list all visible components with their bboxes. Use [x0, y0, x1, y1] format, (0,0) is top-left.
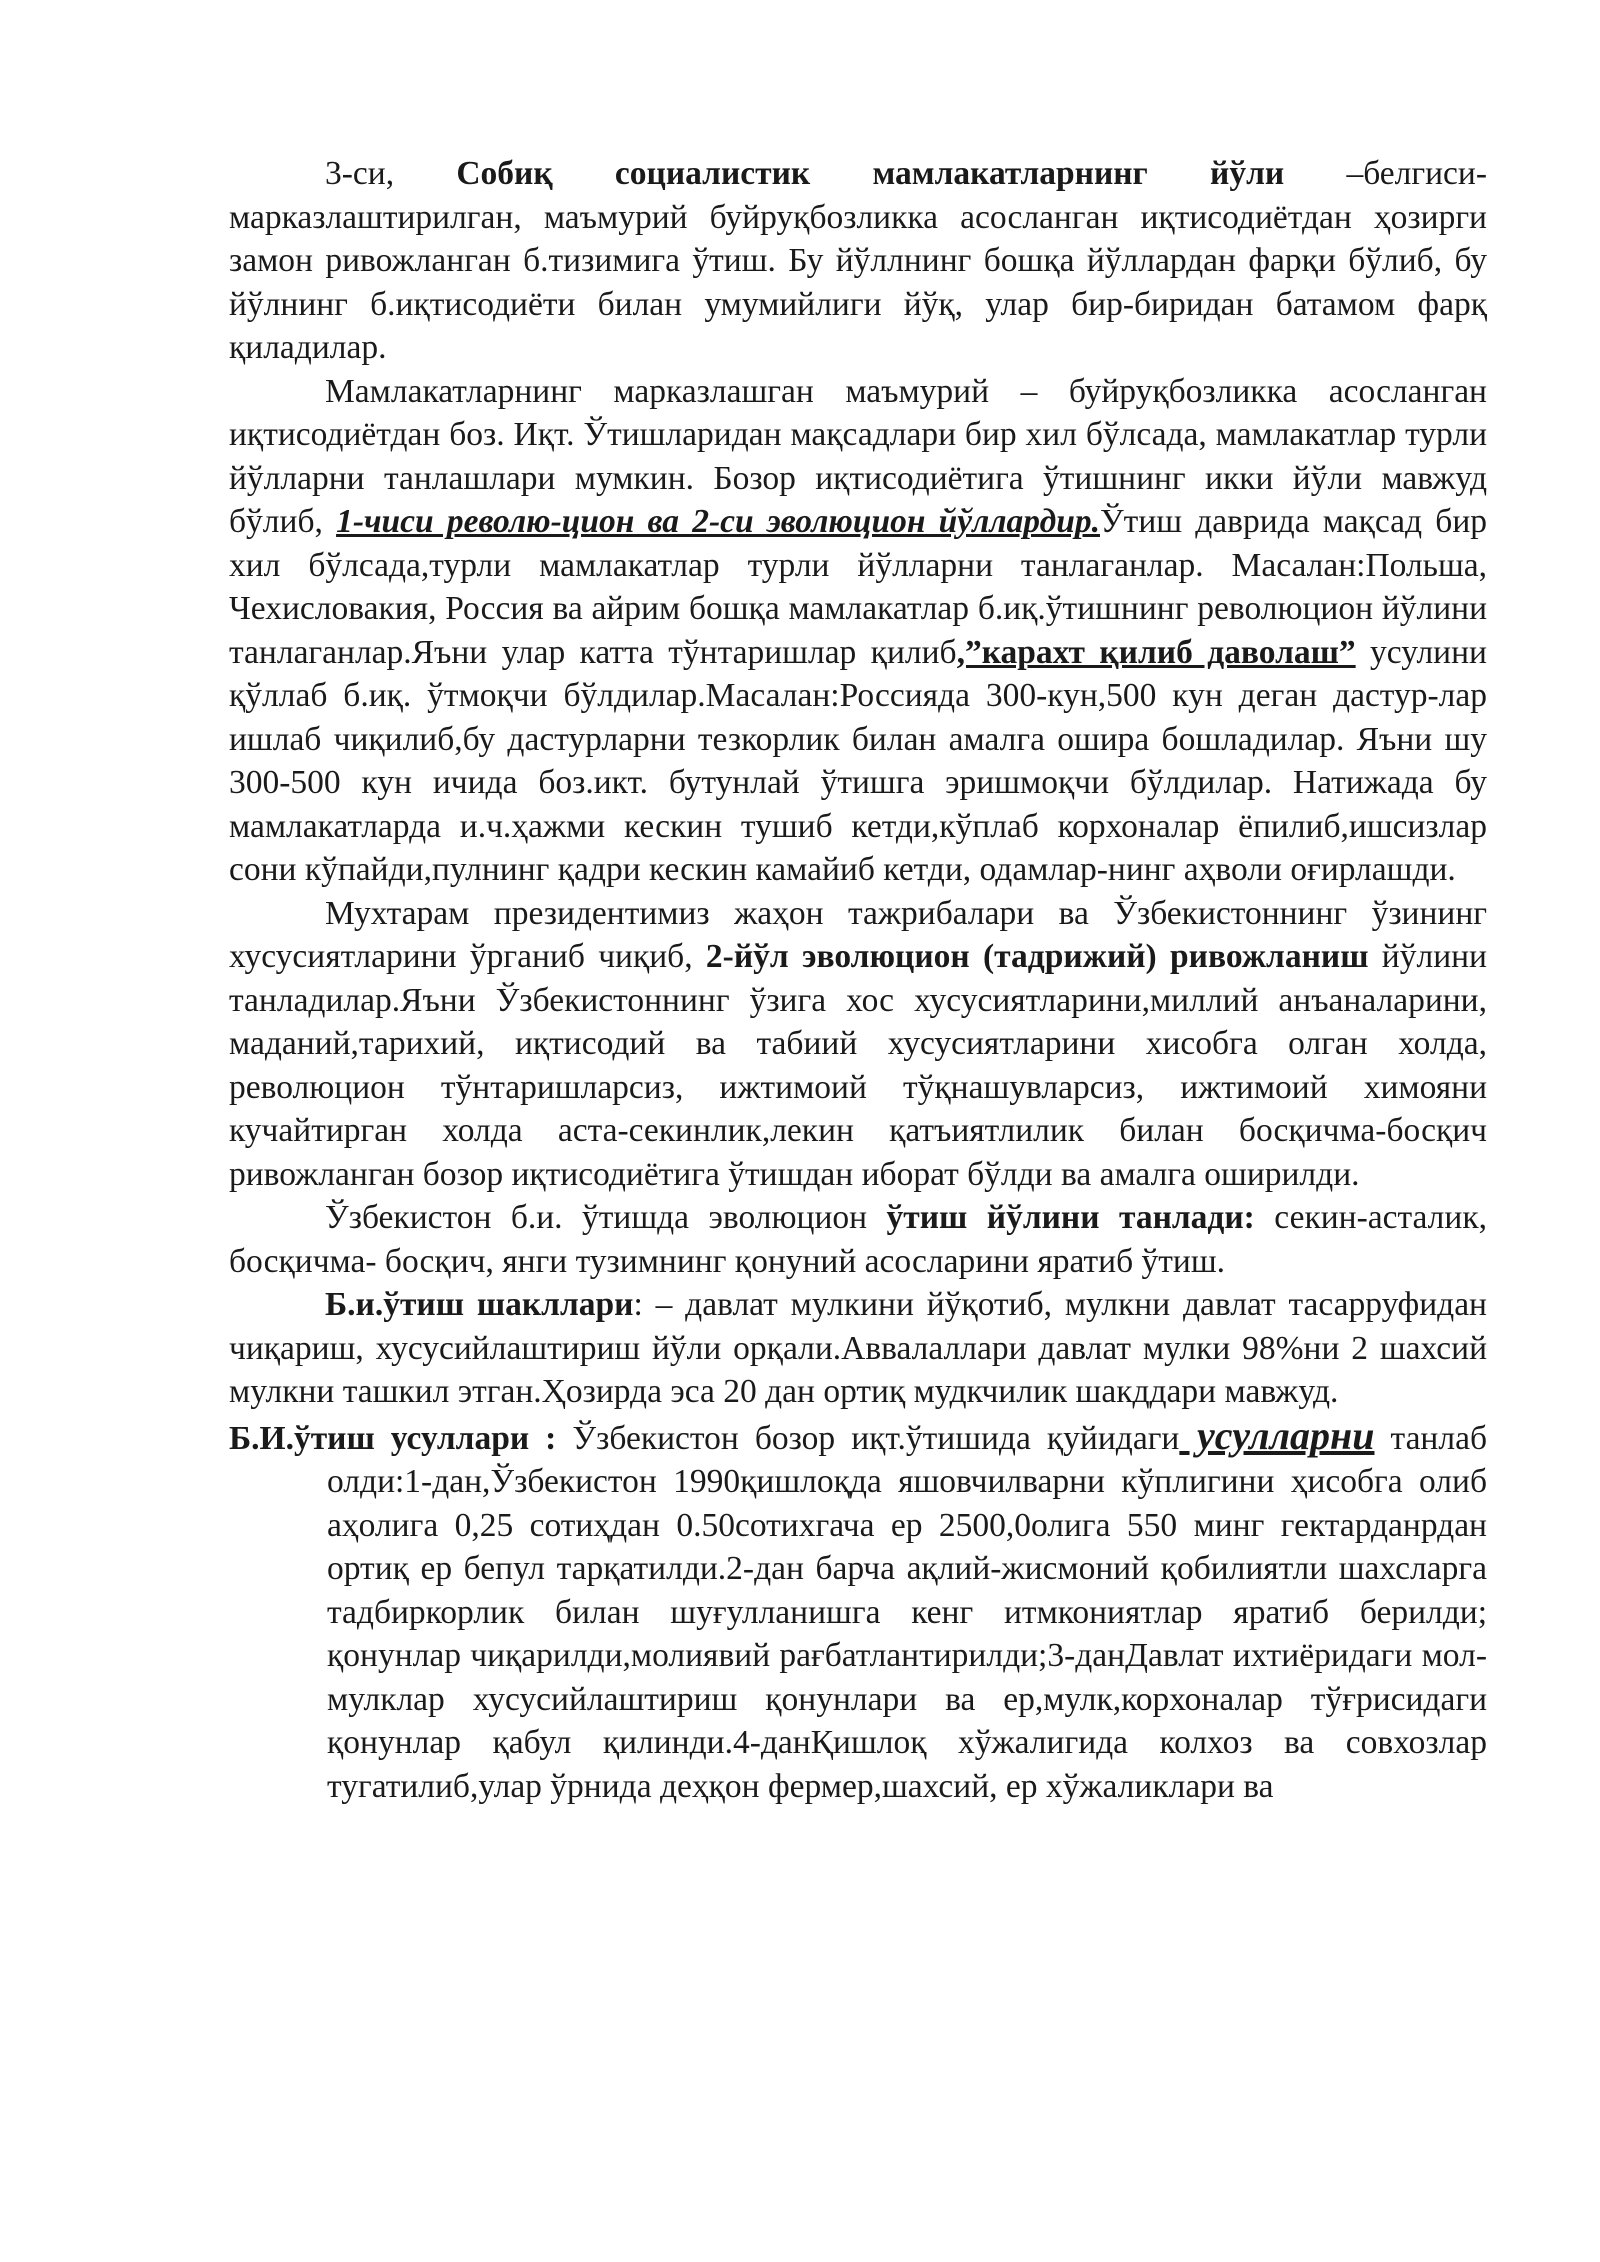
- paragraph-transition-methods: [229, 1414, 1487, 1809]
- text-span: йўлини танладилар.Яъни Ўзбекистоннинг ўзига хос хусусиятларини,миллий анъаналарини, маданий,тарихий, иқтисодий ва табиий хусусиятларини хисобга олган холда, революцион тўнтаришларсиз, ижтимоий тўқнашувларсиз, ижтимоий химояни кучайтирган холда аста-секинлик,лекин қатъиятлилик билан босқичма-босқич ривожланган бозор иқтисодиётига ўтишдан иборат бўлди ва амалга оширилди.: [229, 938, 1487, 1193]
- paragraph-third-way: [229, 152, 1487, 370]
- emphasis-two-paths: 1-чиси револю-цион ва 2-си эволюцион йўллардир.: [336, 503, 1100, 540]
- paragraph-transition-paths: [229, 370, 1487, 892]
- text-span: усулини қўллаб б.иқ. ўтмоқчи бўлдилар.Масалан:Россияда 300-кун,500 кун деган дастур-лар ишлаб чиқилиб,бу дастурларни тезкорлик билан амалга ошира бошладилар. Яъни шу 300-500 кун ичида боз.икт. бутунлай ўтишга эришмоқчи бўлдилар. Натижада бу мамлакатларда и.ч.ҳажми кескин тушиб кетди,кўплаб корхоналар ёпилиб,ишсизлар сони кўпайди,пулнинг қадри кескин камайиб кетди, одамлар-нинг аҳволи оғирлашди.: [229, 633, 1487, 888]
- document-body: [229, 152, 1487, 1808]
- paragraph-transition-forms: [229, 1283, 1487, 1414]
- text-span: секин-асталик, босқичма- босқич, янги тузимнинг қонуний асосларини яратиб ўтиш.: [229, 1199, 1487, 1280]
- text-span: 3-си,: [325, 155, 457, 192]
- text-span: Ўтиш даврида мақсад бир хил бўлсада,турли мамлакатлар турли йўлларни танлаганлар. Масалан:Польша, Чехисловакия, Россия ва айрим бошқа мамлакатлар б.иқ.ўтишнинг революцион йўлини танлаганлар.Яъни улар катта тўнтаришлар қилиб: [229, 503, 1487, 671]
- paragraph-president-choice: [229, 892, 1487, 1197]
- bold-term: ўтиш йўлини танлади:: [886, 1199, 1255, 1236]
- bold-term: Б.И.ўтиш усуллари :: [229, 1419, 557, 1457]
- bold-term: Собиқ социалистик мамлакатларнинг йўли: [456, 155, 1285, 192]
- bold-term: 2-йўл эволюцион (тадрижий) ривожланиш: [705, 938, 1369, 975]
- text-span: : – давлат мулкини йўқотиб, мулкни давлат тасарруфидан чиқариш, хусусийлаштириш йўли орқали.Аввалаллари давлат мулки 98%ни 2 шахсий мулкни ташкил этган.Ҳозирда эса 20 дан ортиқ мудкчилик шакддари мавжуд.: [229, 1286, 1487, 1410]
- text-span: Мамлакатларнинг марказлашган маъмурий – буйруқбозликка асосланган иқтисодиётдан боз. Иқт. Ўтишларидан мақсадлари бир хил бўлсада, мамлакатлар турли йўлларни танлашлари мумкин. Бозор иқтисодиётига ўтишнинг икки йўли мавжуд бўлиб,: [229, 372, 1487, 540]
- text-span: Мухтарам президентимиз жаҳон тажрибалари ва Ўзбекистоннинг ўзининг хусусиятларини ўрганиб чиқиб,: [229, 894, 1487, 975]
- bold-term: Б.и.ўтиш шакллари: [325, 1286, 634, 1323]
- paragraph-uzbekistan-path: [229, 1196, 1487, 1283]
- text-span: Ўзбекистон бозор иқт.ўтишида қуйидаги: [556, 1419, 1180, 1457]
- text-span: –белгиси-марказлаштирилган, маъмурий буйруқбозликка асосланган иқтисодиётдан ҳозирги замон ривожланган б.тизимига ўтиш. Бу йўллнинг бошқа йўллардан фарқи бўлиб, бу йўлнинг б.иқтисодиёти билан умумийлиги йўқ, улар бир-биридан батамом фарқ қиладилар.: [229, 155, 1487, 366]
- emphasis-methods: усулларни: [1179, 1412, 1375, 1458]
- emphasis-shock-therapy: ,”карахт қилиб даволаш”: [956, 633, 1356, 671]
- text-span: Ўзбекистон б.и. ўтишда эволюцион: [325, 1199, 887, 1236]
- text-span: танлаб олди:1-дан,Ўзбекистон 1990қишлоқда яшовчилварни кўплигини ҳисобга олиб аҳолига 0,25 сотиҳдан 0.50сотихгача ер 2500,0олига 550 минг гектарданрдан ортиқ ер бепул тарқатилди.2-дан барча ақлий-жисмоний қобилиятли шахсларга тадбиркорлик билан шуғулланишга кенг итмкониятлар яратиб берилди; қонунлар чиқарилди,молиявий рағбатлантирилди;3-данДавлат ихтиёридаги мол-мулклар хусусийлаштириш қонунлари ва ер,мулк,корхоналар тўғрисидаги қонунлар қабул қилинди.4-данҚишлоқ хўжалигида колхоз ва совхозлар тугатилиб,улар ўрнида деҳқон фермер,шахсий, ер хўжаликлари ва: [327, 1419, 1487, 1805]
